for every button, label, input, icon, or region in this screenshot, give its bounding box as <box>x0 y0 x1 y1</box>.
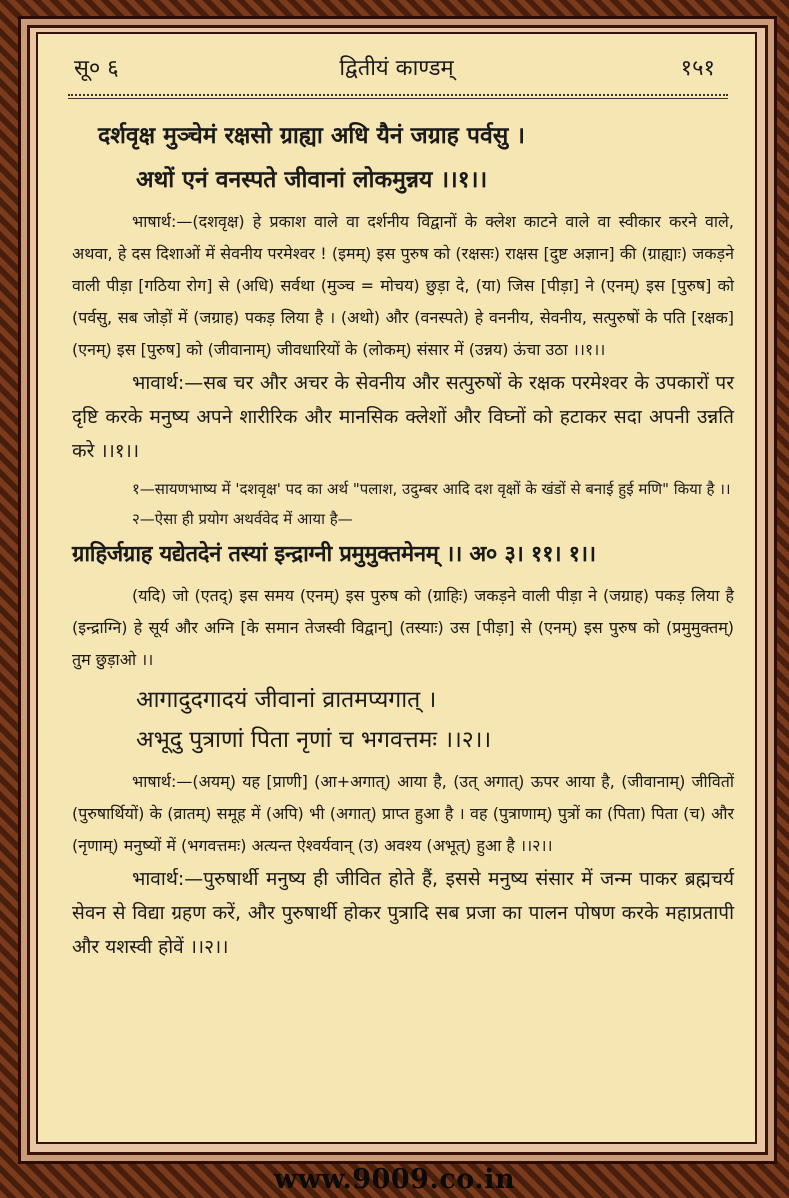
sukta-number: सू० ६ <box>74 56 119 81</box>
book-page <box>36 32 757 1144</box>
bhavartha-2: भावार्थ:—पुरुषार्थी मनुष्य ही जीवित होते हैं, इससे मनुष्य संसार में जन्म पाकर ब्रह्मचर्य सेवन से विद्या ग्रहण करें, और पुरुषार्थी होकर पुत्रादि सब प्रजा का पालन पोषण करके महाप्रतापी और यशस्वी होवें ।।२।। <box>72 868 734 958</box>
page-content <box>72 116 734 964</box>
footer-website-url: www.9009.co.in <box>273 1164 516 1195</box>
page-header <box>38 52 755 92</box>
page-number: १५१ <box>680 56 715 81</box>
reference-meaning: (यदि) जो (एतद्) इस समय (एनम्) इस पुरुष को (ग्राहिः) जकड़ने वाली पीड़ा ने (जग्राह) पकड़ लिया है (इन्द्राग्नि) हे सूर्य और अग्नि [के समान तेजस्वी विद्वान्] (तस्याः) उस [पीड़ा] से (एनम्) इस पुरुष को (प्रमुमुक्तम्) तुम छुड़ाओ ।। <box>72 586 734 669</box>
footnote-2: २—ऐसा ही प्रयोग अथर्ववेद में आया है— <box>132 510 353 528</box>
verse-1-line-1: दर्शवृक्ष मुञ्चेमं रक्षसो ग्राह्या अधि यैनं जग्राह पर्वसु । <box>98 122 525 149</box>
header-divider-line <box>68 98 728 99</box>
footnote-1: १—सायणभाष्य में 'दशवृक्ष' पद का अर्थ "पलाश, उदुम्बर आदि दश वृक्षों के खंडों से बनाई हुई मणि" किया है ।। <box>132 480 731 498</box>
verse-2-line-2: अभूदु पुत्राणां पिता नृणां च भगवत्तमः ।।२।। <box>136 727 492 753</box>
bhavartha-1: भावार्थ:—सब चर और अचर के सेवनीय और सत्पुरुषों के रक्षक परमेश्वर के उपकारों पर दृष्टि करके मनुष्य अपने शारीरिक और मानसिक क्लेशों और विघ्नों को हटाकर सदा अपनी उन्नति करे ।।१।। <box>72 372 734 462</box>
bhashartha-1: भाषार्थ:—(दशवृक्ष) हे प्रकाश वाले वा दर्शनीय विद्वानों के क्लेश काटने वाले वा स्वीकार करने वाले, अथवा, हे दस दिशाओं में सेवनीय परमेश्वर ! (इमम्) इस पुरुष को (रक्षसः) राक्षस [दुष्ट अज्ञान] की (ग्राह्याः) जकड़ने वाली पीड़ा [गठिया रोग] से (अधि) सर्वथा (मुञ्च = मोचय) छुड़ा दे, (या) जिस [पीड़ा] ने (एनम्) इस [पुरुष] को (पर्वसु, सब जोड़ों में (जग्राह) पकड़ लिया है । (अथो) और (वनस्पते) हे वननीय, सेवनीय, सत्पुरुषों के पति [रक्षक] (एनम्) इस [पुरुष] को (जीवानाम्) जीवधारियों के (लोकम्) संसार में (उन्नय) ऊंचा उठा ।।१।। <box>72 212 734 359</box>
verse-2-line-1: आगादुदगादयं जीवानां व्रातमप्यगात् । <box>136 687 437 713</box>
bhashartha-2: भाषार्थ:—(अयम्) यह [प्राणी] (आ+अगात्) आया है, (उत् अगात्) ऊपर आया है, (जीवानाम्) जीवितों (पुरुषार्थियों) के (व्रातम्) समूह में (अपि) भी (अगात्) प्राप्त हुआ है । वह (पुत्राणाम्) पुत्रों का (पिता) पिता (च) और (नृणाम्) मनुष्यों में (भगवत्तमः) अत्यन्त ऐश्वर्यवान् (उ) अवश्य (अभूत्) हुआ है ।।२।। <box>72 772 734 855</box>
reference-verse: ग्राहिर्जग्राह यद्येतदेनं तस्यां इन्द्राग्नी प्रमुमुक्तमेनम् ।। अ० ३। ११। १।। <box>72 541 596 567</box>
header-divider <box>68 94 728 96</box>
kanda-title: द्वितीयं काण्डम् <box>339 56 454 81</box>
verse-1-line-2: अथों एनं वनस्पते जीवानां लोकमुन्नय ।।१।। <box>136 166 488 193</box>
